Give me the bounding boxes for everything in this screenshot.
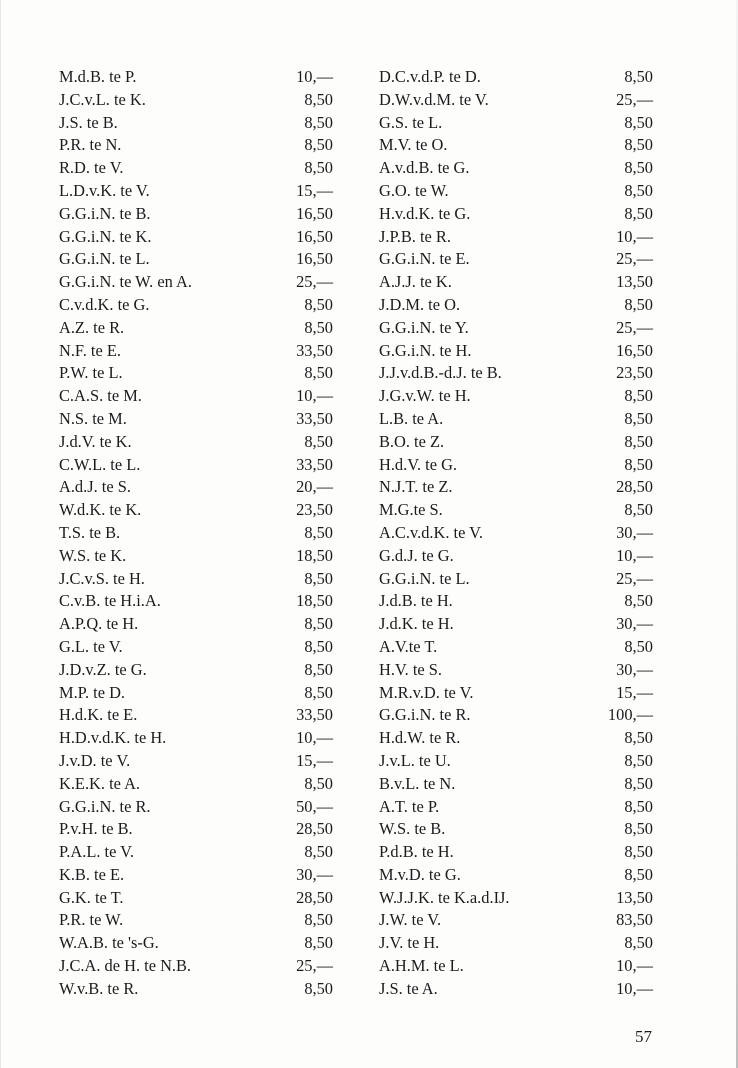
list-item	[379, 682, 653, 705]
donor-initials: H.V. te S.	[379, 659, 442, 679]
list-item	[379, 978, 653, 1001]
donor-initials: G.G.i.N. te E.	[379, 249, 470, 269]
donation-amount: 8,50	[304, 112, 333, 132]
donor-initials: K.B. te E.	[59, 864, 125, 884]
donation-amount: 25,—	[296, 272, 333, 292]
donation-amount: 8,50	[304, 317, 333, 337]
donor-initials: A.T. te P.	[379, 796, 440, 816]
donation-amount: 33,50	[296, 454, 333, 474]
donation-amount: 10,—	[616, 956, 653, 976]
list-item	[379, 340, 653, 363]
donor-initials: M.V. te O.	[379, 135, 448, 155]
donation-amount: 15,—	[296, 750, 333, 770]
donation-amount: 8,50	[624, 135, 653, 155]
list-item	[379, 909, 653, 932]
donor-initials: L.B. te A.	[379, 408, 444, 428]
list-item	[59, 203, 333, 226]
donation-amount: 8,50	[304, 636, 333, 656]
donation-amount: 8,50	[624, 386, 653, 406]
donor-initials: G.O. te W.	[379, 180, 449, 200]
donor-initials: P.W. te L.	[59, 363, 123, 383]
donor-initials: J.G.v.W. te H.	[379, 386, 471, 406]
list-item	[59, 909, 333, 932]
donation-amount: 8,50	[304, 659, 333, 679]
list-item	[379, 841, 653, 864]
donation-amount: 30,—	[616, 522, 653, 542]
donor-initials: J.S. te B.	[59, 112, 118, 132]
donation-amount: 10,—	[616, 226, 653, 246]
list-item	[59, 682, 333, 705]
donation-list-left-column	[59, 66, 333, 1001]
donor-initials: N.J.T. te Z.	[379, 477, 453, 497]
donor-initials: P.A.L. te V.	[59, 842, 134, 862]
donation-amount: 16,50	[616, 340, 653, 360]
donor-initials: W.J.J.K. te K.a.d.IJ.	[379, 887, 510, 907]
donor-initials: G.G.i.N. te H.	[379, 340, 472, 360]
donation-amount: 23,50	[296, 500, 333, 520]
list-item	[379, 134, 653, 157]
donor-initials: A.H.M. te L.	[379, 956, 464, 976]
donor-initials: B.v.L. te N.	[379, 773, 456, 793]
list-item	[59, 727, 333, 750]
donation-amount: 100,—	[607, 705, 653, 725]
donation-amount: 10,—	[296, 67, 333, 86]
donor-initials: A.Z. te R.	[59, 317, 125, 337]
donor-initials: J.D.M. te O.	[379, 294, 461, 314]
donation-amount: 8,50	[624, 728, 653, 748]
list-item	[379, 727, 653, 750]
donor-initials: G.G.i.N. te R.	[379, 705, 471, 725]
donation-amount: 8,50	[304, 135, 333, 155]
donation-amount: 8,50	[624, 500, 653, 520]
donor-initials: J.D.v.Z. te G.	[59, 659, 147, 679]
list-item	[379, 66, 653, 89]
list-item	[379, 248, 653, 271]
donor-initials: J.C.A. de H. te N.B.	[59, 956, 192, 976]
list-item	[379, 362, 653, 385]
list-item	[379, 294, 653, 317]
donor-initials: J.C.v.S. te H.	[59, 568, 145, 588]
list-item	[379, 203, 653, 226]
list-item	[59, 408, 333, 431]
donor-initials: J.v.D. te V.	[59, 750, 131, 770]
page-number: 57	[635, 1027, 652, 1046]
list-item	[379, 89, 653, 112]
donor-initials: G.G.i.N. te W. en A.	[59, 272, 192, 292]
list-item	[379, 317, 653, 340]
list-item	[59, 340, 333, 363]
list-item	[59, 180, 333, 203]
donor-initials: H.v.d.K. te G.	[379, 203, 471, 223]
donation-amount: 30,—	[616, 614, 653, 634]
list-item	[59, 362, 333, 385]
donation-amount: 33,50	[296, 408, 333, 428]
donor-initials: W.A.B. te 's-G.	[59, 933, 159, 953]
donation-amount: 33,50	[296, 705, 333, 725]
list-item	[59, 499, 333, 522]
donation-amount: 18,50	[296, 545, 333, 565]
donor-initials: J.W. te V.	[379, 910, 442, 930]
donor-initials: A.P.Q. te H.	[59, 614, 139, 634]
donor-initials: J.v.L. te U.	[379, 750, 451, 770]
list-item	[379, 499, 653, 522]
donor-initials: A.C.v.d.K. te V.	[379, 522, 483, 542]
donation-amount: 8,50	[624, 431, 653, 451]
donation-amount: 16,50	[296, 249, 333, 269]
donor-initials: J.P.B. te R.	[379, 226, 451, 246]
donation-amount: 8,50	[624, 864, 653, 884]
donor-initials: J.d.B. te H.	[379, 591, 453, 611]
list-item	[379, 864, 653, 887]
list-item	[59, 66, 333, 89]
donation-amount: 8,50	[304, 933, 333, 953]
donation-amount: 8,50	[624, 408, 653, 428]
donation-amount: 13,50	[616, 272, 653, 292]
donor-initials: G.d.J. te G.	[379, 545, 454, 565]
donation-amount: 13,50	[616, 887, 653, 907]
donation-amount: 28,50	[616, 477, 653, 497]
donation-amount: 8,50	[624, 158, 653, 178]
donor-initials: P.v.H. te B.	[59, 819, 133, 839]
list-item	[59, 248, 333, 271]
donation-amount: 8,50	[624, 933, 653, 953]
donor-initials: C.W.L. te L.	[59, 454, 141, 474]
list-item	[59, 476, 333, 499]
list-item	[379, 818, 653, 841]
donor-initials: W.d.K. te K.	[59, 500, 142, 520]
donation-amount: 8,50	[304, 522, 333, 542]
donation-amount: 8,50	[624, 842, 653, 862]
list-item	[379, 955, 653, 978]
donation-amount: 30,—	[616, 659, 653, 679]
donor-initials: C.v.B. te H.i.A.	[59, 591, 161, 611]
list-item	[59, 271, 333, 294]
list-item	[379, 887, 653, 910]
list-item	[59, 613, 333, 636]
list-item	[379, 613, 653, 636]
donation-amount: 8,50	[304, 773, 333, 793]
donor-initials: A.V.te T.	[379, 636, 438, 656]
donor-initials: H.d.W. te R.	[379, 728, 461, 748]
list-item	[59, 887, 333, 910]
list-item	[379, 112, 653, 135]
donation-amount: 15,—	[296, 180, 333, 200]
list-item	[59, 590, 333, 613]
donor-initials: G.S. te L.	[379, 112, 443, 132]
donation-amount: 8,50	[304, 568, 333, 588]
donor-initials: G.G.i.N. te L.	[59, 249, 150, 269]
donor-initials: G.G.i.N. te Y.	[379, 317, 469, 337]
donor-initials: M.R.v.D. te V.	[379, 682, 474, 702]
list-item	[59, 89, 333, 112]
donation-amount: 33,50	[296, 340, 333, 360]
donor-initials: A.v.d.B. te G.	[379, 158, 470, 178]
donor-initials: P.R. te W.	[59, 910, 124, 930]
donation-amount: 8,50	[624, 454, 653, 474]
donation-amount: 8,50	[624, 591, 653, 611]
donor-initials: G.G.i.N. te R.	[59, 796, 151, 816]
list-item	[379, 636, 653, 659]
list-item	[379, 157, 653, 180]
donation-amount: 28,50	[296, 887, 333, 907]
donation-amount: 25,—	[616, 568, 653, 588]
donor-initials: T.S. te B.	[59, 522, 121, 542]
donor-initials: A.d.J. te S.	[59, 477, 131, 497]
list-item	[59, 226, 333, 249]
donor-initials: G.K. te T.	[59, 887, 124, 907]
donation-amount: 8,50	[304, 294, 333, 314]
donor-initials: M.v.D. te G.	[379, 864, 461, 884]
donor-initials: J.V. te H.	[379, 933, 440, 953]
donor-initials: P.R. te N.	[59, 135, 122, 155]
donation-amount: 23,50	[616, 363, 653, 383]
list-item	[59, 522, 333, 545]
donor-initials: M.G.te S.	[379, 500, 443, 520]
donation-amount: 8,50	[624, 636, 653, 656]
donation-amount: 25,—	[296, 956, 333, 976]
donor-initials: L.D.v.K. te V.	[59, 180, 150, 200]
donation-amount: 8,50	[304, 614, 333, 634]
donation-amount: 8,50	[624, 819, 653, 839]
donor-initials: H.d.V. te G.	[379, 454, 458, 474]
list-item	[59, 796, 333, 819]
list-item	[59, 773, 333, 796]
list-item	[379, 385, 653, 408]
donor-initials: G.L. te V.	[59, 636, 123, 656]
list-item	[59, 841, 333, 864]
donation-amount: 25,—	[616, 89, 653, 109]
list-item	[59, 568, 333, 591]
donor-initials: J.J.v.d.B.-d.J. te B.	[379, 363, 502, 383]
donor-initials: H.D.v.d.K. te H.	[59, 728, 167, 748]
donation-amount: 10,—	[296, 386, 333, 406]
donation-amount: 20,—	[296, 477, 333, 497]
donation-amount: 10,—	[616, 978, 653, 998]
donation-amount: 8,50	[624, 67, 653, 86]
list-item	[59, 157, 333, 180]
list-item	[379, 431, 653, 454]
donor-initials: P.d.B. te H.	[379, 842, 454, 862]
list-item	[379, 568, 653, 591]
donor-initials: W.S. te K.	[59, 545, 127, 565]
donation-amount: 8,50	[304, 842, 333, 862]
list-item	[59, 134, 333, 157]
list-item	[379, 545, 653, 568]
donor-initials: G.G.i.N. te K.	[59, 226, 152, 246]
list-item	[59, 112, 333, 135]
donation-amount: 50,—	[296, 796, 333, 816]
list-item	[379, 180, 653, 203]
donation-amount: 8,50	[304, 158, 333, 178]
donation-amount: 8,50	[624, 294, 653, 314]
list-item	[379, 773, 653, 796]
donation-amount: 28,50	[296, 819, 333, 839]
donor-initials: D.C.v.d.P. te D.	[379, 67, 481, 86]
donor-initials: A.J.J. te K.	[379, 272, 452, 292]
donor-initials: G.G.i.N. te L.	[379, 568, 470, 588]
donor-initials: C.A.S. te M.	[59, 386, 142, 406]
donation-amount: 8,50	[304, 978, 333, 998]
list-item	[59, 955, 333, 978]
donation-amount: 8,50	[304, 431, 333, 451]
donation-amount: 25,—	[616, 249, 653, 269]
page-edge-left	[0, 0, 1, 1068]
donor-initials: H.d.K. te E.	[59, 705, 138, 725]
list-item	[379, 408, 653, 431]
donor-initials: J.d.K. te H.	[379, 614, 454, 634]
donation-amount: 83,50	[616, 910, 653, 930]
donor-initials: D.W.v.d.M. te V.	[379, 89, 489, 109]
donor-initials: B.O. te Z.	[379, 431, 445, 451]
list-item	[379, 932, 653, 955]
donation-list-right-column	[379, 66, 653, 1001]
list-item	[59, 431, 333, 454]
donor-initials: J.d.V. te K.	[59, 431, 132, 451]
donation-amount: 8,50	[624, 750, 653, 770]
list-item	[59, 978, 333, 1001]
donation-amount: 8,50	[624, 203, 653, 223]
donor-initials: N.F. te E.	[59, 340, 121, 360]
list-item	[59, 317, 333, 340]
donation-amount: 8,50	[304, 89, 333, 109]
list-item	[379, 659, 653, 682]
donation-amount: 15,—	[616, 682, 653, 702]
donor-initials: R.D. te V.	[59, 158, 124, 178]
donation-amount: 10,—	[616, 545, 653, 565]
donor-initials: C.v.d.K. te G.	[59, 294, 150, 314]
donation-amount: 8,50	[624, 180, 653, 200]
list-item	[59, 932, 333, 955]
list-item	[379, 271, 653, 294]
donor-initials: M.P. te D.	[59, 682, 126, 702]
donation-amount: 8,50	[304, 363, 333, 383]
donation-amount: 8,50	[304, 682, 333, 702]
donation-amount: 10,—	[296, 728, 333, 748]
list-item	[379, 226, 653, 249]
donor-initials: W.S. te B.	[379, 819, 446, 839]
list-item	[59, 294, 333, 317]
donation-amount: 16,50	[296, 203, 333, 223]
donation-amount: 8,50	[304, 910, 333, 930]
donation-amount: 8,50	[624, 773, 653, 793]
donor-initials: J.C.v.L. te K.	[59, 89, 146, 109]
list-item	[379, 704, 653, 727]
list-item	[59, 636, 333, 659]
list-item	[379, 476, 653, 499]
list-item	[59, 545, 333, 568]
donation-amount: 16,50	[296, 226, 333, 246]
donation-amount: 30,—	[296, 864, 333, 884]
list-item	[379, 522, 653, 545]
donor-initials: N.S. te M.	[59, 408, 127, 428]
donation-amount: 8,50	[624, 796, 653, 816]
list-item	[59, 750, 333, 773]
list-item	[59, 454, 333, 477]
list-item	[379, 796, 653, 819]
list-item	[379, 750, 653, 773]
list-item	[379, 454, 653, 477]
donor-initials: W.v.B. te R.	[59, 978, 139, 998]
donor-initials: M.d.B. te P.	[59, 67, 137, 86]
donor-initials: G.G.i.N. te B.	[59, 203, 151, 223]
donation-amount: 8,50	[624, 112, 653, 132]
donor-initials: K.E.K. te A.	[59, 773, 141, 793]
list-item	[59, 864, 333, 887]
donation-amount: 18,50	[296, 591, 333, 611]
list-item	[59, 818, 333, 841]
donation-amount: 25,—	[616, 317, 653, 337]
list-item	[59, 385, 333, 408]
list-item	[59, 659, 333, 682]
donor-initials: J.S. te A.	[379, 978, 438, 998]
list-item	[59, 704, 333, 727]
list-item	[379, 590, 653, 613]
